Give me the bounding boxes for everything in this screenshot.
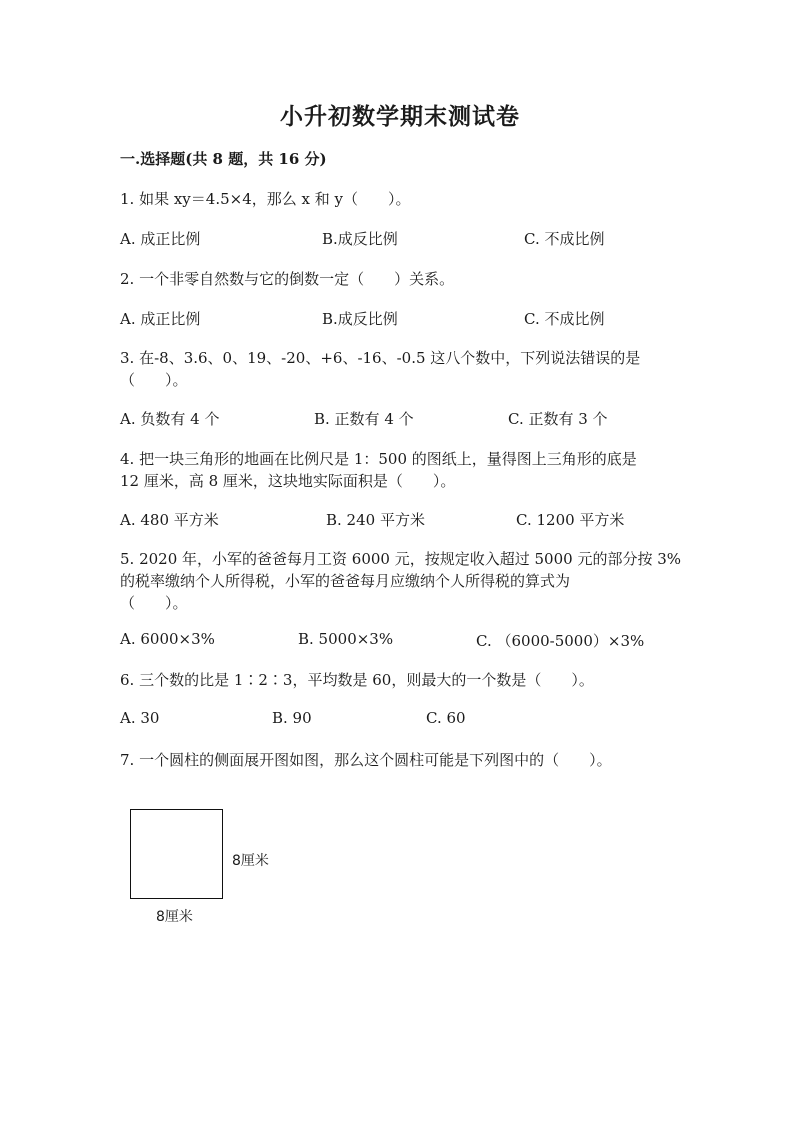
question-6-text: 6. 三个数的比是 1∶2∶3，平均数是 60，则最大的一个数是（ ）。	[120, 671, 594, 689]
unfolded-square-figure	[130, 809, 223, 899]
section-heading: 一.选择题(共 8 题，共 16 分)	[120, 150, 327, 168]
question-3-option-b[interactable]: B. 正数有 4 个	[314, 410, 414, 428]
question-4-option-b[interactable]: B. 240 平方米	[326, 511, 425, 529]
question-2-option-b[interactable]: B.成反比例	[322, 310, 398, 328]
question-3-text-line-2: （ ）。	[120, 371, 188, 389]
question-3-option-a[interactable]: A. 负数有 4 个	[120, 410, 220, 428]
question-4-text-line-1: 4. 把一块三角形的地画在比例尺是 1：500 的图纸上，量得图上三角形的底是	[120, 450, 637, 468]
figure-width-label: 8厘米	[156, 909, 193, 925]
figure-height-label: 8厘米	[232, 853, 269, 869]
question-2-option-c[interactable]: C. 不成比例	[524, 310, 605, 328]
question-6-option-b[interactable]: B. 90	[272, 709, 312, 727]
question-2-text: 2. 一个非零自然数与它的倒数一定（ ）关系。	[120, 270, 455, 288]
question-4-option-c[interactable]: C. 1200 平方米	[516, 511, 625, 529]
question-6-option-a[interactable]: A. 30	[120, 709, 160, 727]
question-6-option-c[interactable]: C. 60	[426, 709, 466, 727]
question-1-option-b[interactable]: B.成反比例	[322, 230, 398, 248]
question-5-text-line-3: （ ）。	[120, 594, 188, 612]
question-7-text: 7. 一个圆柱的侧面展开图如图，那么这个圆柱可能是下列图中的（ ）。	[120, 751, 612, 769]
page-title: 小升初数学期末测试卷	[280, 103, 520, 130]
question-1-text: 1. 如果 xy＝4.5×4，那么 x 和 y（ ）。	[120, 190, 411, 208]
question-1-option-c[interactable]: C. 不成比例	[524, 230, 605, 248]
question-2-option-a[interactable]: A. 成正比例	[120, 310, 201, 328]
question-5-option-b[interactable]: B. 5000×3%	[298, 630, 394, 648]
question-4-text-line-2: 12 厘米，高 8 厘米，这块地实际面积是（ ）。	[120, 472, 456, 490]
question-5-text-line-2: 的税率缴纳个人所得税，小军的爸爸每月应缴纳个人所得税的算式为	[120, 572, 571, 590]
question-5-text-line-1: 5. 2020 年，小军的爸爸每月工资 6000 元，按规定收入超过 5000 元的部分按 3%	[120, 550, 682, 568]
question-5-option-a[interactable]: A. 6000×3%	[120, 630, 215, 648]
question-1-option-a[interactable]: A. 成正比例	[120, 230, 201, 248]
question-3-option-c[interactable]: C. 正数有 3 个	[508, 410, 608, 428]
question-4-option-a[interactable]: A. 480 平方米	[120, 511, 219, 529]
question-3-text-line-1: 3. 在-8、3.6、0、19、-20、+6、-16、-0.5 这八个数中，下列说法错误的是	[120, 349, 641, 367]
question-5-option-c[interactable]: C. （6000-5000）×3%	[476, 632, 645, 650]
